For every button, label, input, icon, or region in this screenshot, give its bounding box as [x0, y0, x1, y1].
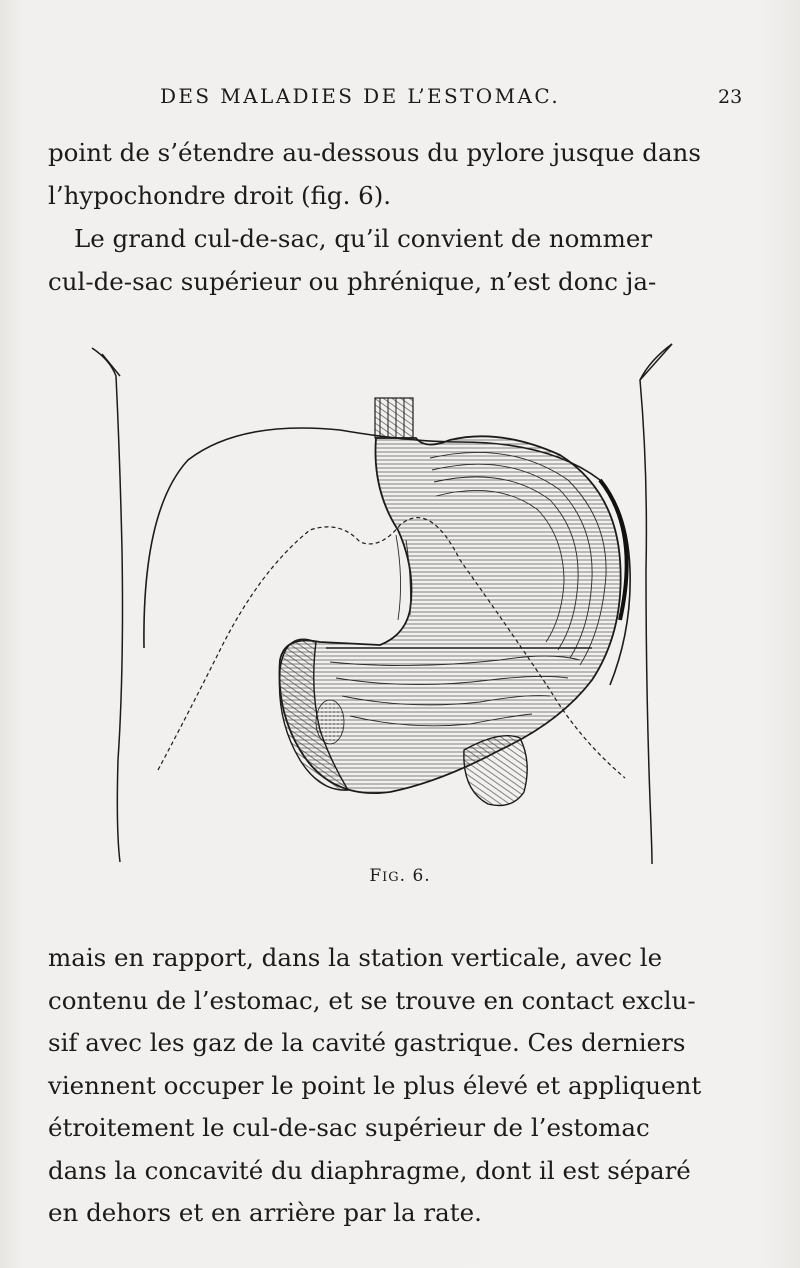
text-line: point de s’étendre au-dessous du pylore jusque dans: [48, 138, 701, 167]
caption-suffix: . 6.: [399, 866, 431, 886]
spleen: [464, 736, 527, 806]
stomach-anatomy-figure: [80, 330, 700, 870]
text-line: dans la concavité du diaphragme, dont il est séparé: [48, 1155, 691, 1185]
figure-caption: [0, 866, 800, 886]
page-number: 23: [718, 86, 743, 108]
text-line: Le grand cul-de-sac, qu’il convient de nommer: [74, 224, 653, 253]
text-line: contenu de l’estomac, et se trouve en contact exclu-: [48, 985, 696, 1015]
paragraph-1: [48, 132, 754, 217]
stomach-illustration: [80, 330, 700, 870]
text-line: cul-de-sac supérieur ou phrénique, n’est donc ja-: [48, 266, 657, 296]
running-title: DES MALADIES DE L’ESTOMAC.: [160, 84, 561, 108]
caption-prefix: F: [369, 866, 383, 886]
esophagus: [375, 398, 413, 438]
text-line: sif avec les gaz de la cavité gastrique. Ces derniers: [48, 1028, 686, 1057]
text-line: viennent occuper le point le plus élevé et appliquent: [48, 1070, 702, 1100]
text-line: étroitement le cul-de-sac supérieur de l’estomac: [48, 1113, 650, 1142]
text-line: mais en rapport, dans la station verticale, avec le: [48, 943, 663, 972]
paragraph-2: [48, 218, 754, 303]
text-line: en dehors et en arrière par la rate.: [48, 1198, 482, 1227]
paragraph-3: [48, 937, 754, 1235]
text-line: l’hypochondre droit (fig. 6).: [48, 180, 392, 210]
caption-smallcaps: IG: [382, 870, 400, 885]
